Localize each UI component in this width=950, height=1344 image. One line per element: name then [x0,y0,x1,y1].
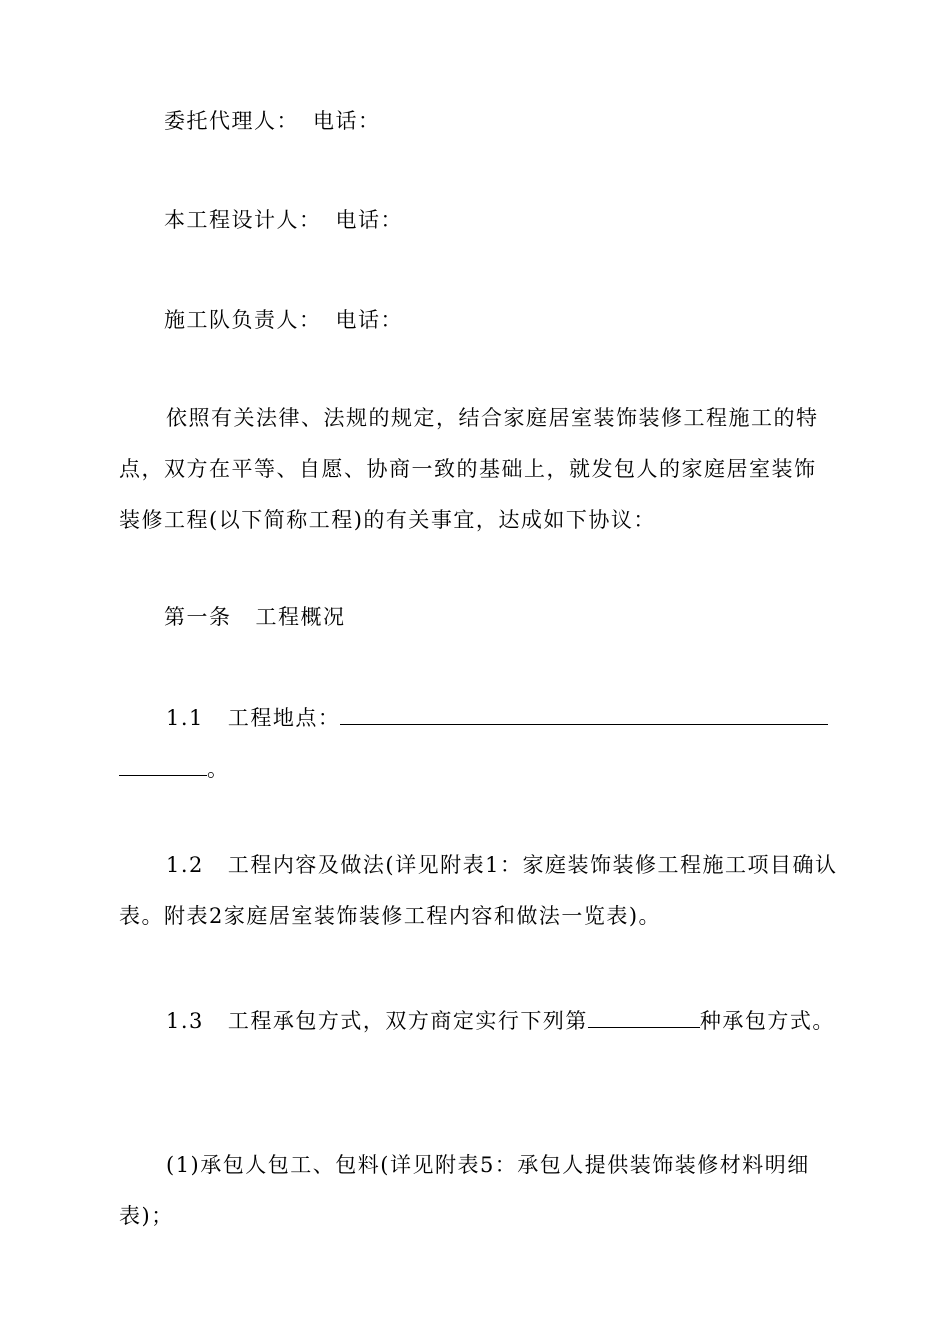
contact-designer-line [164,210,403,231]
contact-agent-role: 委托代理人： [164,109,299,133]
intro-line-1: 依照有关法律、法规的规定，结合家庭居室装饰装修工程施工的特 [166,406,819,430]
item-1-2-line-1 [166,855,837,876]
item-1-1-number: 1.1 [166,706,204,730]
item-1-2-text-1: 工程内容及做法(详见附表1：家庭装饰装修工程施工项目确认 [227,853,838,877]
item-1-3-line [166,1009,835,1032]
article-1-title: 工程概况 [255,605,346,629]
option-1-line-2: 表)； [119,1204,174,1228]
location-blank-field-continued[interactable] [119,757,207,776]
item-1-1-end: 。 [207,757,230,781]
item-1-3-text-before: 工程承包方式，双方商定实行下列第 [227,1009,588,1033]
location-blank-field[interactable] [340,706,828,725]
article-1-heading [164,607,346,628]
item-1-1-continuation [119,757,230,780]
contact-foreman-phone: 电话： [335,308,403,332]
contract-method-blank-field[interactable] [588,1009,700,1028]
contact-agent-phone: 电话： [313,109,381,133]
item-1-2-line-2: 表。附表2家庭居室装饰装修工程内容和做法一览表)。 [119,904,662,928]
intro-line-3: 装修工程(以下简称工程)的有关事宜，达成如下协议： [119,508,656,532]
contact-foreman-role: 施工队负责人： [164,308,322,332]
item-1-2-number: 1.2 [166,853,204,877]
item-1-1-label: 工程地点： [227,706,341,730]
intro-line-2: 点，双方在平等、自愿、协商一致的基础上，就发包人的家庭居室装饰 [119,457,817,481]
contact-designer-phone: 电话： [335,208,403,232]
option-1-line-1: (1)承包人包工、包料(详见附表5：承包人提供装饰装修材料明细 [166,1153,810,1177]
contact-designer-role: 本工程设计人： [164,208,322,232]
item-1-3-text-after: 种承包方式。 [699,1009,835,1033]
item-1-1-line [166,706,828,729]
contact-foreman-line [164,310,403,331]
item-1-3-number: 1.3 [166,1009,204,1033]
article-1-number: 第一条 [164,605,232,629]
contact-agent-line [164,111,381,132]
